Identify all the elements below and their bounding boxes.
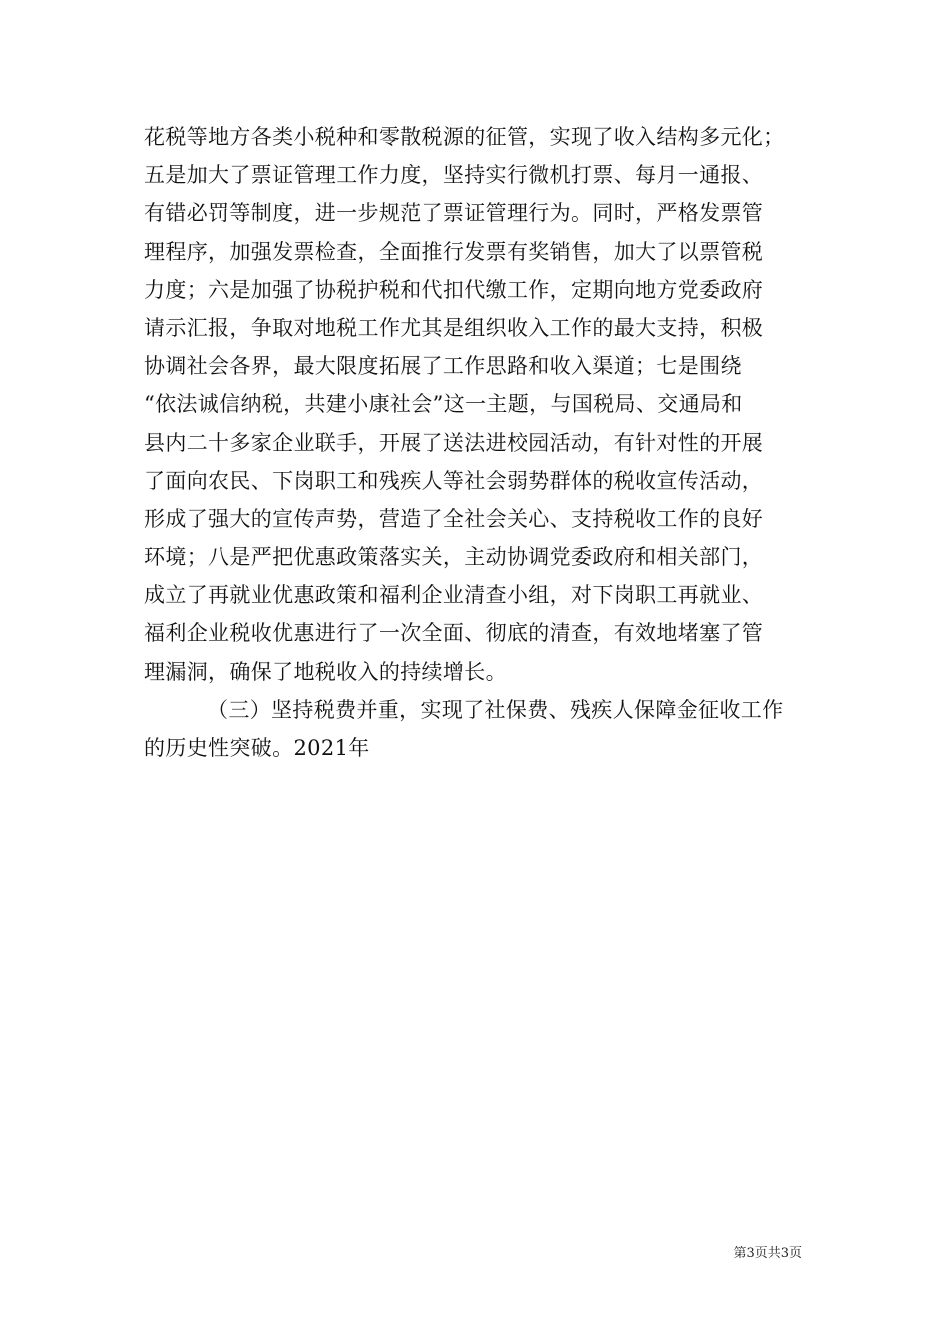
text-line: 了面向农民、下岗职工和残疾人等社会弱势群体的税收宣传活动， [144,468,764,493]
text-line: 力度；六是加强了协税护税和代扣代缴工作，定期向地方党委政府 [144,277,764,302]
text-line: 环境；八是严把优惠政策落实关，主动协调党委政府和相关部门， [144,545,764,570]
page-number-footer: 第3页共3页 [733,1246,802,1261]
text-line: 五是加大了票证管理工作力度，坚持实行微机打票、每月一通报、 [144,163,764,188]
text-line: 县内二十多家企业联手，开展了送法进校园活动，有针对性的开展 [144,430,764,455]
text-line: “依法诚信纳税，共建小康社会”这一主题，与国税局、交通局和 [144,392,743,417]
section-heading-line: （三）坚持税费并重，实现了社保费、残疾人保障金征收工作 [207,697,784,722]
text-line: 请示汇报，争取对地税工作尤其是组织收入工作的最大支持，积极 [144,315,764,340]
text-line: 有错必罚等制度，进一步规范了票证管理行为。同时，严格发票管 [144,201,764,226]
text-line: 的历史性突破。2021年 [144,736,370,760]
text-line: 福利企业税收优惠进行了一次全面、彻底的清查，有效地堵塞了管 [144,621,764,646]
text-line: 协调社会各界，最大限度拓展了工作思路和收入渠道；七是围绕 [144,354,742,379]
text-line: 成立了再就业优惠政策和福利企业清查小组，对下岗职工再就业、 [144,583,764,608]
text-line: 形成了强大的宣传声势，营造了全社会关心、支持税收工作的良好 [144,506,764,531]
text-line: 理程序，加强发票检查，全面推行发票有奖销售，加大了以票管税 [144,239,764,264]
text-line: 理漏洞，确保了地税收入的持续增长。 [144,659,507,684]
document-body [144,118,816,767]
text-line: 花税等地方各类小税种和零散税源的征管，实现了收入结构多元化； [144,125,785,149]
